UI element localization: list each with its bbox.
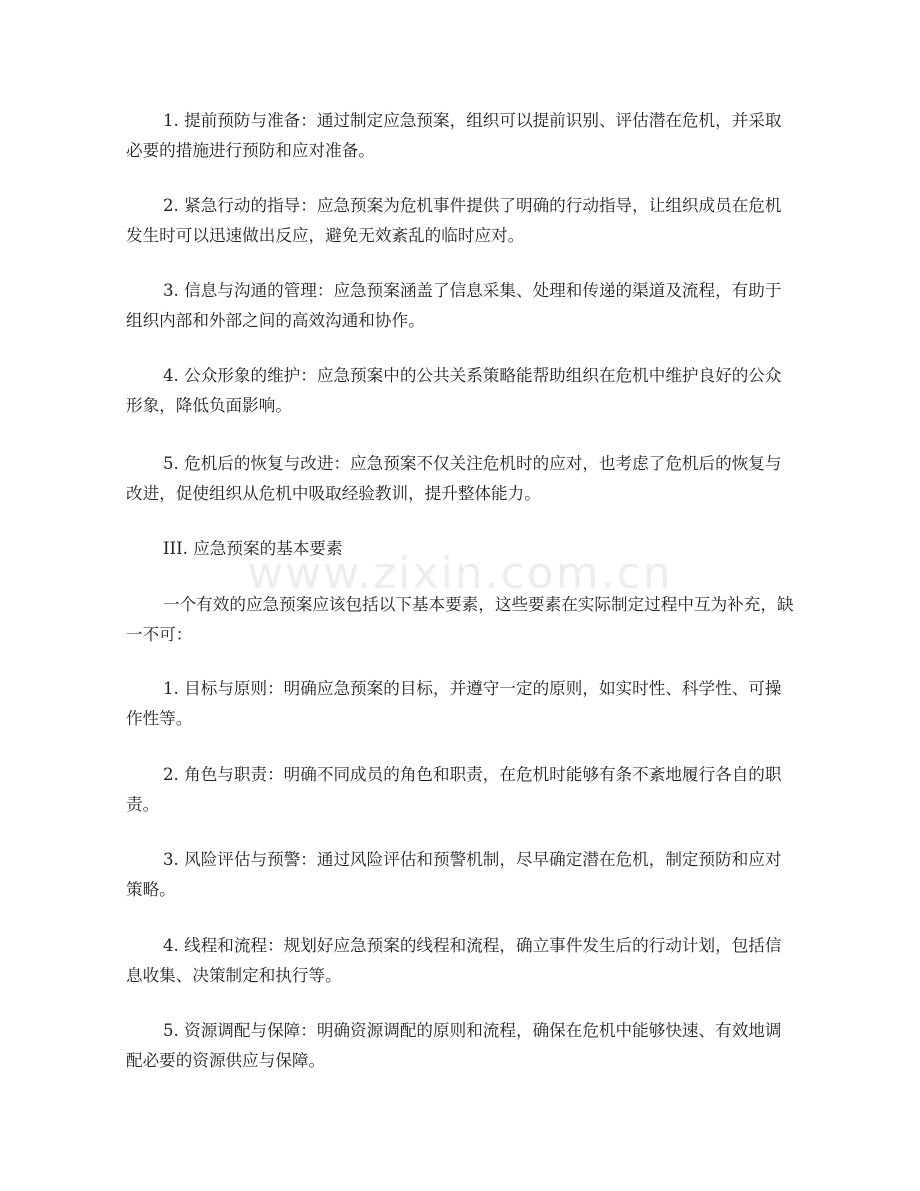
list-item-public-image: 4. 公众形象的维护：应急预案中的公共关系策略能帮助组织在危机中维护良好的公众形象，降低负面影响。 [126, 366, 782, 415]
list-item-goals: 1. 目标与原则：明确应急预案的目标，并遵守一定的原则，如实时性、科学性、可操作性等。 [126, 679, 782, 728]
watermark: www.zixin.com.cn [247, 548, 673, 599]
section-heading: III. 应急预案的基本要素 [163, 539, 343, 558]
list-item-prevention: 1. 提前预防与准备：通过制定应急预案，组织可以提前识别、评估潜在危机，并采取必要的措施进行预防和应对准备。 [126, 111, 782, 160]
list-item-resources: 5. 资源调配与保障：明确资源调配的原则和流程，确保在危机中能够快速、有效地调配必要的资源供应与保障。 [126, 1021, 782, 1070]
list-item-risk-assessment: 3. 风险评估与预警：通过风险评估和预警机制，尽早确定潜在危机，制定预防和应对策略。 [126, 850, 782, 899]
intro-paragraph: 一个有效的应急预案应该包括以下基本要素，这些要素在实际制定过程中互为补充，缺一不可： [126, 595, 794, 644]
list-item-communication: 3. 信息与沟通的管理：应急预案涵盖了信息采集、处理和传递的渠道及流程，有助于组织内部和外部之间的高效沟通和协作。 [126, 281, 782, 330]
list-item-process: 4. 线程和流程：规划好应急预案的线程和流程，确立事件发生后的行动计划，包括信息收集、决策制定和执行等。 [126, 936, 782, 985]
list-item-roles: 2. 角色与职责：明确不同成员的角色和职责，在危机时能够有条不紊地履行各自的职责。 [126, 765, 782, 814]
list-item-recovery: 5. 危机后的恢复与改进：应急预案不仅关注危机时的应对，也考虑了危机后的恢复与改进，促使组织从危机中吸取经验教训，提升整体能力。 [126, 454, 782, 503]
list-item-emergency-guidance: 2. 紧急行动的指导：应急预案为危机事件提供了明确的行动指导，让组织成员在危机发生时可以迅速做出反应，避免无效紊乱的临时应对。 [126, 196, 782, 245]
